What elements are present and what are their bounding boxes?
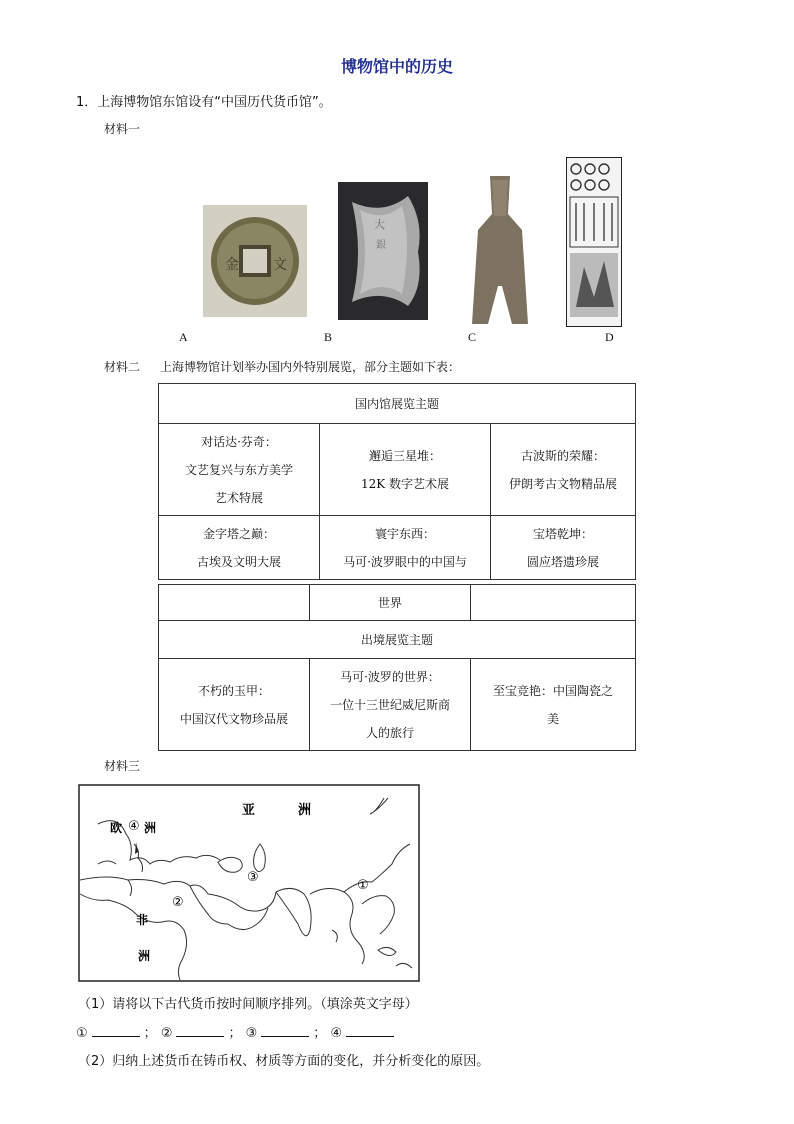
map-figure <box>78 784 420 982</box>
answer-blank-1[interactable] <box>92 1024 140 1037</box>
table-cell <box>310 659 471 751</box>
separator: ； <box>228 1026 242 1041</box>
question-text: 上海博物馆东馆设有“中国历代货币馆”。 <box>97 95 332 110</box>
svg-text:銀: 銀 <box>376 240 386 251</box>
cell-line: 金字塔之巅： <box>202 526 275 541</box>
coin-b-label: B <box>324 330 333 344</box>
svg-text:文: 文 <box>273 257 287 273</box>
table-cell <box>320 516 491 580</box>
separator: ； <box>313 1026 327 1041</box>
table-cell <box>159 516 320 580</box>
map-label-europe-2: 洲 <box>144 821 157 835</box>
cell-line: 寰宇东西： <box>374 526 435 541</box>
sub-question-1: （1）请将以下古代货币按时间顺序排列。（填涂英文字母） <box>78 997 418 1012</box>
map-label-asia-2: 洲 <box>298 803 312 818</box>
answer-mark-3: ③ <box>245 1026 258 1041</box>
map-marker-2: ② <box>172 895 184 910</box>
map-marker-3: ③ <box>247 870 259 885</box>
overseas-header: 出境展览主题 <box>159 621 636 659</box>
cell-line: 人的旅行 <box>365 725 414 740</box>
cell-line: 马可·波罗的世界： <box>340 669 440 684</box>
page-title: 博物馆中的历史 <box>340 57 453 76</box>
cell-line: 艺术特展 <box>214 490 263 505</box>
answer-mark-1: ① <box>76 1026 88 1041</box>
cell-line: 美 <box>546 711 559 726</box>
question-number: 1． <box>76 95 98 110</box>
exhibition-table-domestic <box>158 383 636 580</box>
cell-line: 古波斯的荣耀： <box>520 448 605 463</box>
domestic-header: 国内馆展览主题 <box>159 384 636 424</box>
cell-line: 不朽的玉甲： <box>197 683 270 698</box>
sub-question-2: （2）归纳上述货币在铸币权、材质等方面的变化，并分析变化的原因。 <box>78 1054 490 1069</box>
world-cell: 世界 <box>310 585 471 621</box>
cell-line: 一位十三世纪威尼斯商 <box>329 697 450 712</box>
cell-line: 中国汉代文物珍品展 <box>179 711 288 726</box>
cell-line: 圆应塔遗珍展 <box>526 554 599 569</box>
material-2-intro: 上海博物馆计划举办国内外特别展览，部分主题如下表： <box>160 360 461 374</box>
coin-d-label: D <box>605 330 614 344</box>
answer-mark-2: ② <box>160 1026 173 1041</box>
cell-line: 文艺复兴与东方美学 <box>184 462 293 477</box>
table-cell <box>491 516 636 580</box>
map-label-asia-1: 亚 <box>242 803 256 818</box>
coin-c-image <box>462 174 538 326</box>
coin-a-image <box>203 205 307 317</box>
table-cell-empty <box>471 585 636 621</box>
map-label-africa-2: 洲 <box>138 949 151 963</box>
coin-b-image <box>338 182 428 320</box>
map-marker-4: ④ <box>128 819 140 834</box>
svg-text:大: 大 <box>374 218 385 231</box>
table-cell <box>471 659 636 751</box>
table-cell <box>491 424 636 516</box>
table-cell-empty <box>159 585 310 621</box>
answer-mark-4: ④ <box>330 1026 343 1041</box>
material-1-label: 材料一 <box>104 122 141 136</box>
material-2-label: 材料二 <box>104 360 141 374</box>
cell-line: 马可·波罗眼中的中国与 <box>343 554 467 569</box>
map-label-europe-1: 欧 <box>110 821 123 835</box>
separator: ； <box>143 1026 157 1041</box>
cell-line: 伊朗考古文物精品展 <box>508 476 617 491</box>
map-label-africa-1: 非 <box>136 913 149 927</box>
coin-c-label: C <box>468 330 477 344</box>
answer-blank-4[interactable] <box>346 1024 394 1037</box>
map-marker-1: ① <box>357 878 369 893</box>
cell-line: 12K 数字艺术展 <box>360 476 450 491</box>
svg-text:金: 金 <box>225 257 239 273</box>
table-cell <box>320 424 491 516</box>
question-1 <box>76 91 332 110</box>
cell-line: 对话达·芬奇： <box>201 434 277 449</box>
table-cell <box>159 659 310 751</box>
material-3-label: 材料三 <box>104 759 141 773</box>
table-cell <box>159 424 320 516</box>
coin-d-image <box>566 157 622 327</box>
answer-blank-2[interactable] <box>176 1024 224 1037</box>
exhibition-table-overseas <box>158 584 636 751</box>
answer-line <box>76 1022 398 1041</box>
coin-a-label: A <box>179 330 188 344</box>
cell-line: 古埃及文明大展 <box>196 554 281 569</box>
cell-line: 至宝竞艳：中国陶瓷之 <box>492 683 613 698</box>
answer-blank-3[interactable] <box>261 1024 309 1037</box>
map-svg <box>78 784 420 982</box>
cell-line: 邂逅三星堆： <box>368 448 441 463</box>
cell-line: 宝塔乾坤： <box>532 526 593 541</box>
